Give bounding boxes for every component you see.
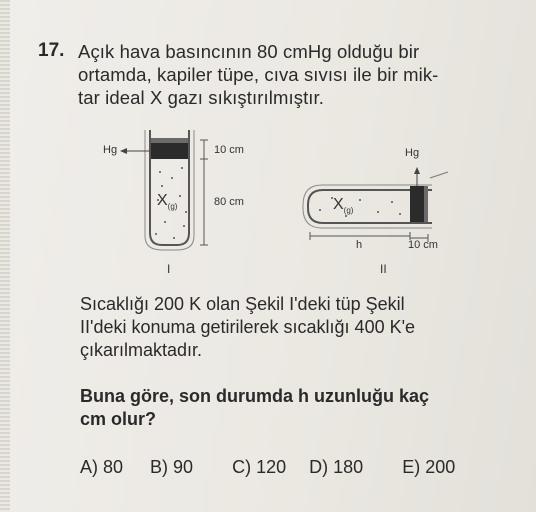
answer-choices [80,457,455,478]
mercury-column-1 [151,142,188,159]
fig1-hg-label: Hg [103,144,118,156]
body-line: II'deki konuma getirilerek sıcaklığı 400 K'e [80,317,416,337]
stem-line: tar ideal X gazı sıkıştırılmıştır. [78,87,325,108]
fig1-gas-length: 80 cm [214,196,244,208]
choice-e[interactable]: E) 200 [402,457,456,477]
fig2-hg-label: Hg [405,147,420,159]
fig1-mercury-length: 10 cm [214,144,244,156]
prompt-line: cm olur? [80,409,157,429]
fig2-mercury-length: 10 cm [408,239,438,251]
mercury-column-2 [410,186,424,222]
body-line: çıkarılmaktadır. [80,340,203,360]
body-line: Sıcaklığı 200 K olan Şekil I'deki tüp Şekil [80,294,405,314]
fig2-caption: II [380,262,387,276]
figure-1 [120,130,208,250]
choice-b[interactable]: B) 90 [150,457,194,477]
fig2-h-label: h [356,239,363,251]
choice-d[interactable]: D) 180 [309,457,364,477]
fig1-caption: I [167,262,171,276]
fig2-gas-label: $X_{(g)}$ [333,196,354,216]
question-prompt [80,385,429,431]
stem-line: ortamda, kapiler tüpe, cıva sıvısı ile bir mik- [78,64,439,85]
choice-c[interactable]: C) 120 [232,457,287,477]
question-body [80,293,415,362]
stem-line: Açık hava basıncının 80 cmHg olduğu bir [78,41,420,62]
fig1-gas-label: $X_{(g)}$ [157,192,178,212]
choice-a[interactable]: A) 80 [80,457,124,477]
figure-2 [303,167,448,242]
question-number: 17. [38,40,65,61]
prompt-line: Buna göre, son durumda h uzunluğu kaç [80,386,430,406]
